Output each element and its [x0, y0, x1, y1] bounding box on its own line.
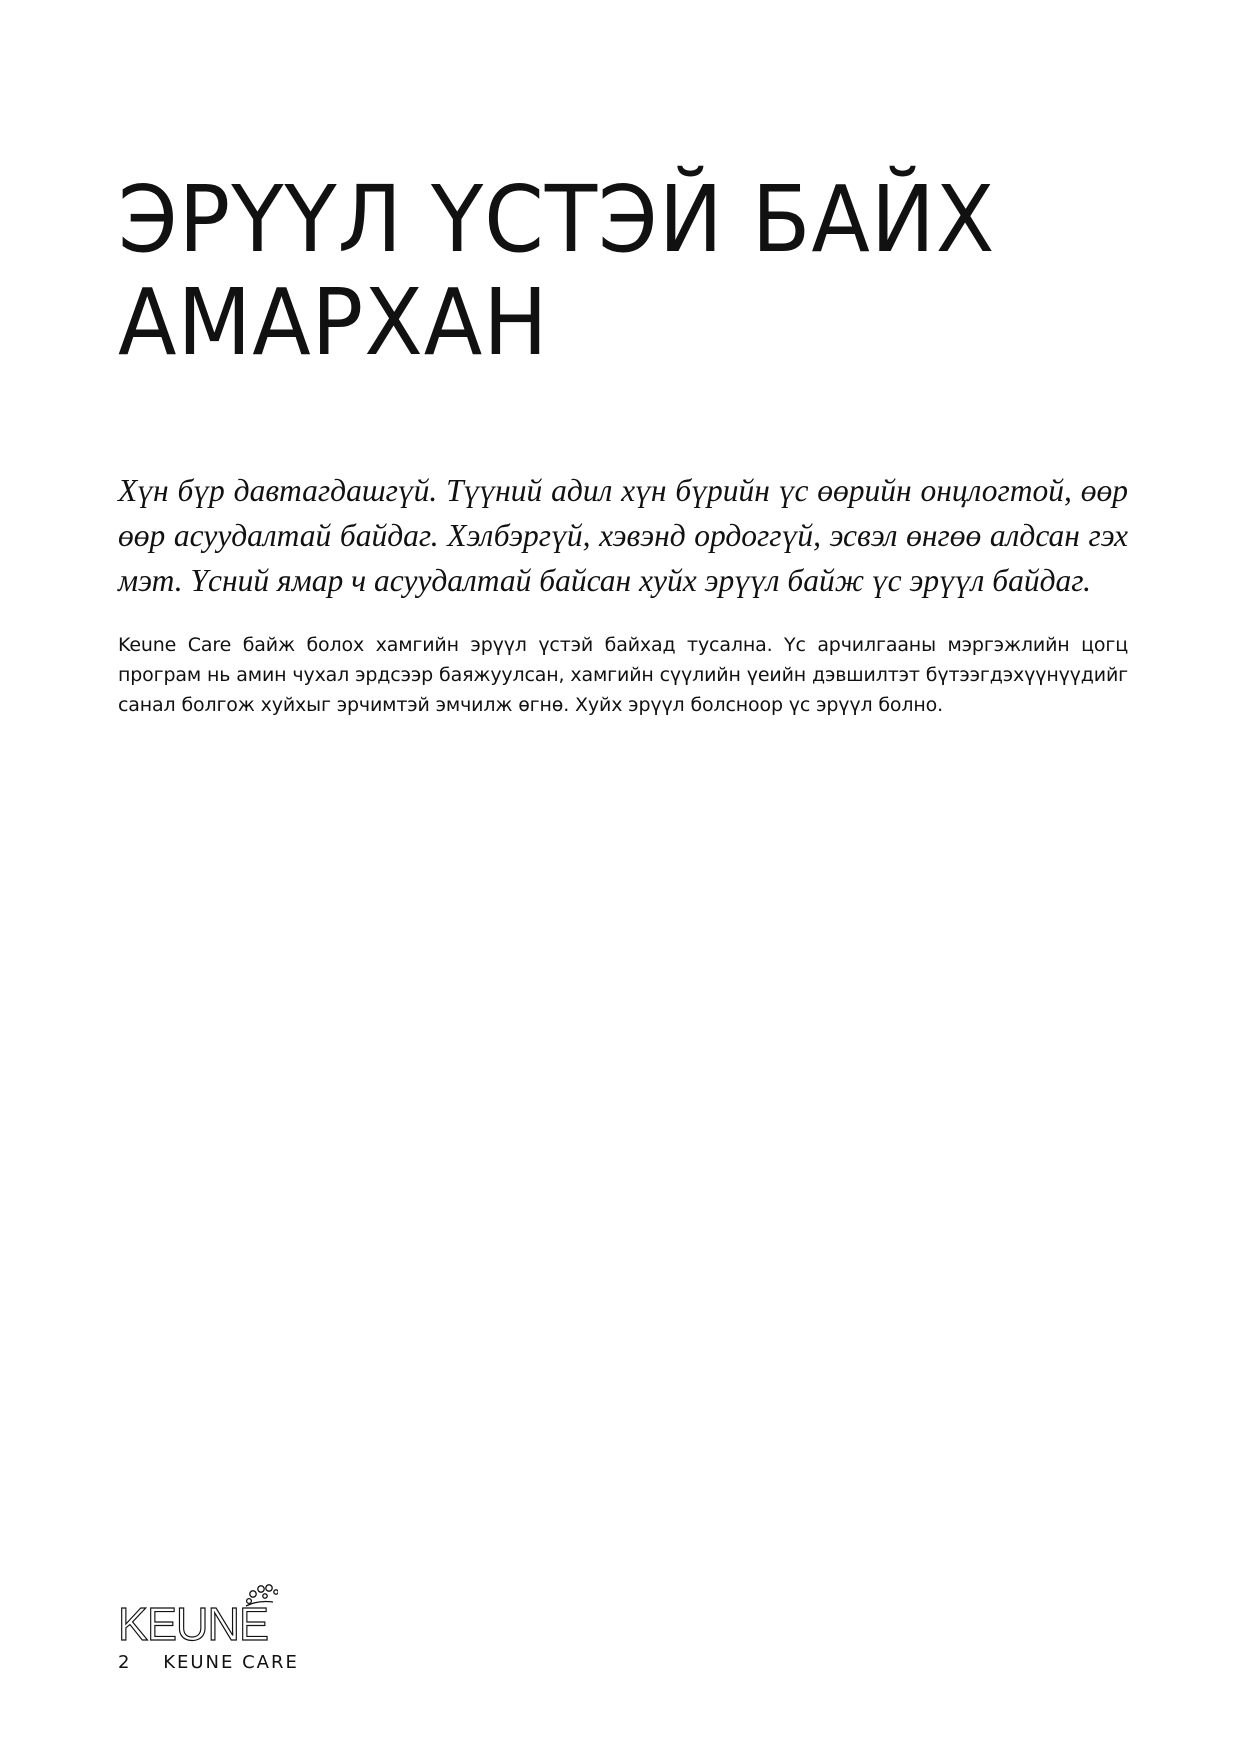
page-number: 2 — [118, 1652, 132, 1673]
page-footer — [118, 1652, 299, 1673]
keune-logo-wordmark: KEUNE — [118, 1598, 268, 1644]
footer-label: KEUNE CARE — [163, 1652, 299, 1673]
keune-logo — [118, 1574, 278, 1644]
body-paragraph: Keune Care байж болох хамгийн эрүүл үстэй байхад тусална. Үс арчилгааны мэргэжлийн цогц програм нь амин чухал эрдсээр баяжуулсан, хамгийн сүүлийн үеийн дэвшилтэт бүтээгдэхүүнүүдийг санал болгож хуйхыг эрчимтэй эмчилж өгнө. Хуйх эрүүл болсноор үс эрүүл болно. — [118, 634, 1128, 716]
page-title-line-2: АМАРХАН — [118, 269, 549, 376]
lead-paragraph: Хүн бүр давтагдашгүй. Түүний адил хүн бүрийн үс өөрийн онцлогтой, өөр өөр асуудалтай байдаг. Хэлбэргүй, хэвэнд ордоггүй, эсвэл өнгөө алдсан гэх мэт. Үсний ямар ч асуудалтай байсан хуйх эрүүл байж үс эрүүл байдаг. — [118, 473, 1128, 598]
page-title-line-1: ЭРҮҮЛ ҮСТЭЙ БАЙХ — [118, 166, 996, 273]
page-title — [118, 168, 1048, 374]
